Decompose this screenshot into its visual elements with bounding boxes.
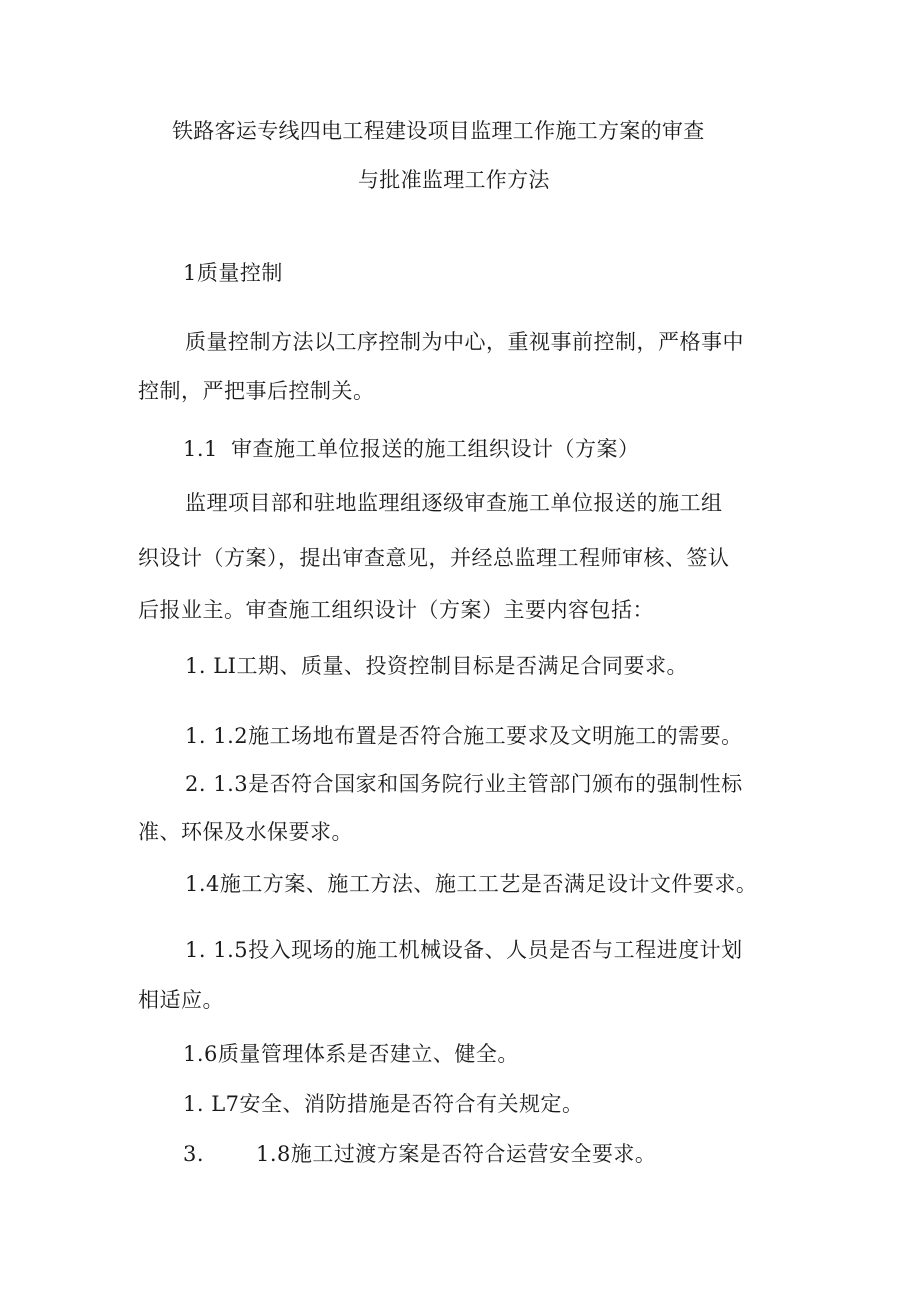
list-item-1-3-line1: 2. 1.3是否符合国家和国务院行业主管部门颁布的强制性标 <box>185 772 743 796</box>
section-heading-quality-control: 1质量控制 <box>183 261 283 285</box>
list-item-1-4: 1.4施工方案、施工方法、施工工艺是否满足设计文件要求。 <box>185 872 758 896</box>
list-item-1-1: 1. LI工期、质量、投资控制目标是否满足合同要求。 <box>185 654 688 678</box>
list-item-1-8-number: 3. <box>183 1142 205 1166</box>
list-item-1-7: 1. L7安全、消防措施是否符合有关规定。 <box>183 1092 584 1116</box>
list-item-1-5-line2: 相适应。 <box>138 988 224 1012</box>
list-item-1-5-line1: 1. 1.5投入现场的施工机械设备、人员是否与工程进度计划 <box>185 938 743 962</box>
document-title-line2: 与批准监理工作方法 <box>358 168 550 192</box>
subsection-para-line3: 后报业主。审查施工组织设计（方案）主要内容包括： <box>138 598 654 622</box>
list-item-1-3-line2: 准、环保及水保要求。 <box>138 820 353 844</box>
document-title-line1: 铁路客运专线四电工程建设项目监理工作施工方案的审查 <box>172 119 705 143</box>
list-item-1-8-text: 1.8施工过渡方案是否符合运营安全要求。 <box>256 1142 657 1166</box>
list-item-1-6: 1.6质量管理体系是否建立、健全。 <box>183 1042 519 1066</box>
subsection-heading-number: 1.1 <box>183 437 218 461</box>
subsection-para-line1: 监理项目部和驻地监理组逐级审查施工单位报送的施工组 <box>185 491 723 515</box>
section-intro-line1: 质量控制方法以工序控制为中心，重视事前控制，严格事中 <box>185 330 744 354</box>
list-item-1-2: 1. 1.2施工场地布置是否符合施工要求及文明施工的需要。 <box>185 724 743 748</box>
subsection-heading-text: 审查施工单位报送的施工组织设计（方案） <box>231 437 640 461</box>
subsection-para-line2: 织设计（方案），提出审查意见，并经总监理工程师审核、签认 <box>138 546 730 570</box>
section-intro-line2: 控制，严把事后控制关。 <box>138 379 375 403</box>
